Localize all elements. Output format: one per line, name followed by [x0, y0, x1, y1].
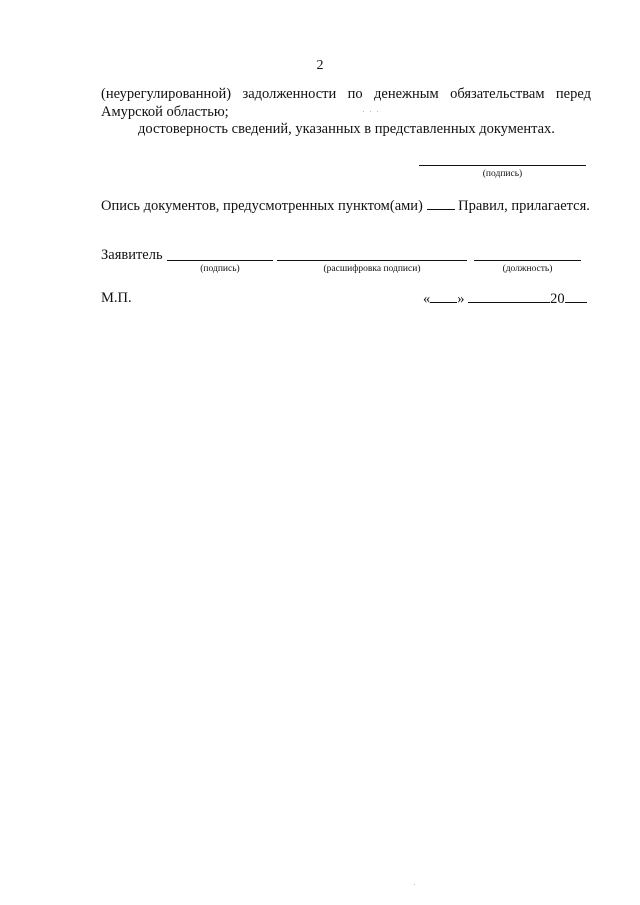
applicant-label: Заявитель	[101, 247, 163, 263]
applicant-signature-line	[167, 260, 273, 261]
date-open-quote: «	[423, 291, 431, 307]
scan-speck	[377, 111, 378, 112]
word: по	[347, 86, 363, 102]
scan-speck	[414, 884, 415, 885]
inventory-text-after: Правил, прилагается.	[458, 198, 590, 214]
word: денежным	[374, 86, 439, 102]
paragraph-line-3: достоверность сведений, указанных в представленных документах.	[138, 121, 555, 137]
month-blank	[468, 290, 550, 303]
inventory-statement	[101, 197, 590, 215]
applicant-decoding-line	[277, 260, 467, 261]
inventory-text-before: Опись документов, предусмотренных пунктом(ами)	[101, 198, 423, 214]
year-prefix: 20	[550, 291, 565, 307]
clause-number-blank	[427, 197, 455, 210]
word: перед	[555, 86, 591, 102]
date-field	[423, 290, 587, 308]
scan-speck	[370, 111, 371, 112]
day-blank	[430, 290, 457, 303]
word: задолженности	[242, 86, 337, 102]
signature-line	[419, 165, 586, 166]
word: (неурегулированной)	[101, 86, 232, 102]
scan-speck	[363, 111, 364, 112]
paragraph-line-1	[101, 86, 591, 103]
applicant-position-line	[474, 260, 581, 261]
applicant-position-caption: (должность)	[502, 264, 553, 274]
word: обязательствам	[450, 86, 545, 102]
seal-placeholder: М.П.	[101, 290, 132, 306]
page-number: 2	[316, 58, 324, 73]
applicant-decoding-caption: (расшифровка подписи)	[323, 264, 421, 274]
year-blank	[565, 290, 587, 303]
signature-caption: (подпись)	[482, 169, 523, 179]
date-close-quote: »	[457, 291, 465, 307]
paragraph-line-2: Амурской областью;	[101, 104, 229, 120]
applicant-signature-caption: (подпись)	[200, 264, 240, 274]
